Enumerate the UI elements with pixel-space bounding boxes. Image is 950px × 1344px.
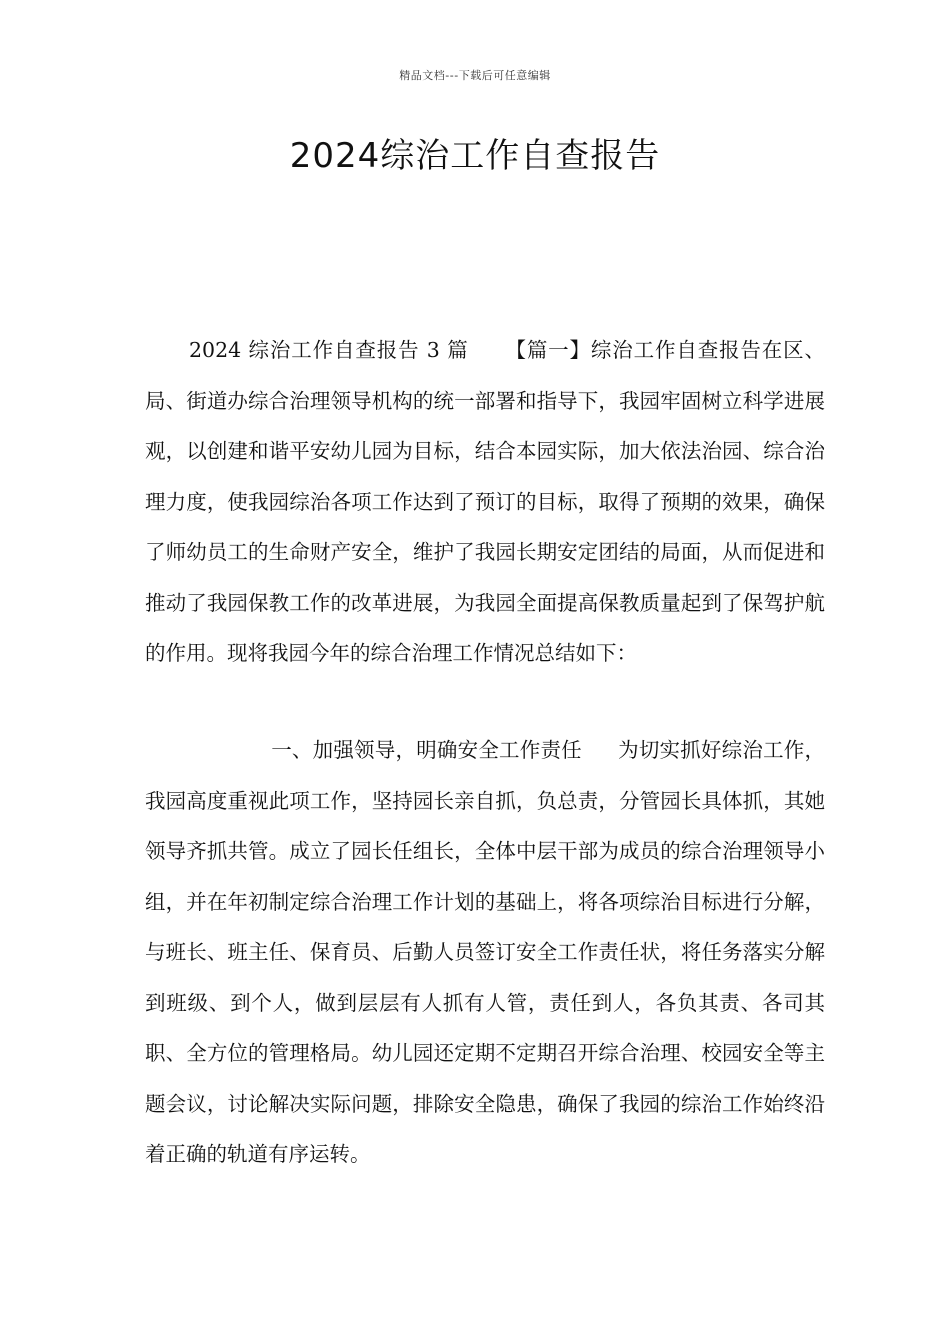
- header-note: 精品文档---下载后可任意编辑: [399, 69, 551, 82]
- section-one-body-text: 为切实抓好综治工作，我园高度重视此项工作，坚持园长亲自抓，负总责，分管园长具体抓，其她领导齐抓共管。成立了园长任组长，全体中层干部为成员的综合治理领导小组，并在年初制定综合治理工作计划的基础上，将各项综治目标进行分解，与班长、班主任、保育员、后勤人员签订安全工作责任状，将任务落实分解到班级、到个人，做到层层有人抓有人管，责任到人，各负其责、各司其职、全方位的管理格局。幼儿园还定期不定期召开综合治理、校园安全等主题会议，讨论解决实际问题，排除安全隐患，确保了我园的综治工作始终沿着正确的轨道有序运转。: [145, 738, 826, 1166]
- section-heading-part-one: 【篇一】综治工作自查报告: [504, 338, 762, 362]
- section-heading-one: 一、加强领导，明确安全工作责任: [271, 738, 582, 762]
- intro-lead: 2024 综治工作自查报告 3 篇: [189, 338, 469, 362]
- paragraph-intro: [145, 325, 825, 679]
- paragraph-section-one: [145, 725, 825, 1180]
- document-title: 2024综治工作自查报告: [289, 136, 661, 176]
- intro-body-text: 在区、局、街道办综合治理领导机构的统一部署和指导下，我园牢固树立科学进展观，以创建和谐平安幼儿园为目标，结合本园实际，加大依法治园、综合治理力度，使我园综治各项工作达到了预订的目标，取得了预期的效果，确保了师幼员工的生命财产安全，维护了我园长期安定团结的局面，从而促进和推动了我园保教工作的改革进展，为我园全面提高保教质量起到了保驾护航的作用。现将我园今年的综合治理工作情况总结如下：: [145, 338, 826, 665]
